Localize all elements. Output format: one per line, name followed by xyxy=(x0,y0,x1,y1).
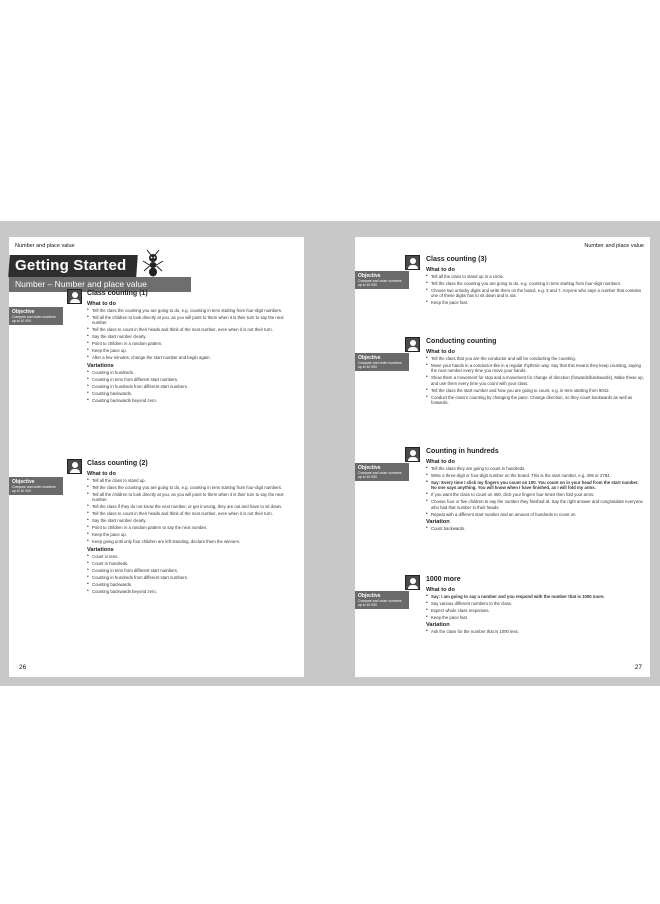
section-heading: What to do xyxy=(87,471,116,477)
list-item: • Tell all the children to look directly at you, as you will point to them when it is their turn to say the next number. xyxy=(87,492,299,503)
list-item: • Counting in hundreds from different start numbers. xyxy=(87,384,299,389)
section-heading: What to do xyxy=(426,349,455,355)
activity-counting-in-hundreds xyxy=(355,447,650,575)
list-item: • Repeat with a different start number and an amount of hundreds to count on. xyxy=(426,512,644,517)
objective-box: Objective Compare and order numbers up to 10 000 xyxy=(355,591,409,609)
list-item: • Count in tens. xyxy=(87,554,299,559)
section-heading: Variation xyxy=(426,519,450,526)
list-item: • Tell the class they are going to count in hundreds. xyxy=(426,466,644,471)
activity-title: Class counting (3) xyxy=(426,256,487,263)
variations-list xyxy=(426,526,644,531)
list-item: • Count in hundreds. xyxy=(87,561,299,566)
list-item: • Move your hands in a conductor-like in a regular rhythmic way. Say that this means they keep counting, saying the next number every time you move your hands. xyxy=(426,363,644,374)
list-item: • Tell all the class to stand up in a circle. xyxy=(426,274,644,279)
page-number: 27 xyxy=(634,664,642,671)
steps-list xyxy=(426,594,644,620)
list-item: • Tell the class the counting you are going to do, e.g. counting in tens starting from four-digit numbers. xyxy=(426,281,644,286)
list-item: • Ask the class for the number that is 1000 less. xyxy=(426,629,644,634)
list-item: • Show them a movement for stop and a movement for change of direction (forwards/backwards). Make these up, and use them every time you count with your class. xyxy=(426,375,644,386)
running-head: Number and place value xyxy=(584,243,644,249)
list-item: • Counting backwards. xyxy=(87,391,299,396)
section-heading: What to do xyxy=(426,267,455,273)
list-item: • Count backwards. xyxy=(426,526,644,531)
objective-box: Objective Compare and order numbers up to 10 000 xyxy=(355,353,409,371)
list-item: • Counting in tens from different start numbers. xyxy=(87,568,299,573)
list-item: • If you want the class to count on 400, click your fingers four times then fold your arms. xyxy=(426,492,644,497)
steps-list xyxy=(426,274,644,306)
activity-class-counting-2 xyxy=(9,459,304,664)
variations-list xyxy=(87,370,299,403)
left-page xyxy=(9,237,304,677)
activity-1000-more xyxy=(355,575,650,659)
objective-box: Objective Compare and order numbers up to 10 000 xyxy=(9,477,63,495)
page-title: Getting Started xyxy=(8,255,138,277)
list-item: • Tell the class the counting you are going to do, e.g. counting in tens starting from four-digit numbers. xyxy=(87,308,299,313)
running-head: Number and place value xyxy=(15,243,75,249)
list-item: • Counting backwards beyond zero. xyxy=(87,589,299,594)
objective-box: Objective Compare and order numbers up to 10 000 xyxy=(9,307,63,325)
page-number: 26 xyxy=(19,664,27,671)
section-heading: Variation xyxy=(426,622,450,629)
objective-box: Objective Compare and order numbers up to 10 000 xyxy=(355,271,409,289)
objective-box: Objective Compare and order numbers up to 10 000 xyxy=(355,463,409,481)
list-item: • Counting backwards. xyxy=(87,582,299,587)
activity-class-counting-3 xyxy=(355,255,650,337)
list-item: • Counting in hundreds from different start numbers. xyxy=(87,575,299,580)
activity-title: Conducting counting xyxy=(426,338,497,345)
activity-conducting-counting xyxy=(355,337,650,447)
list-item: • Counting in tens from different start numbers. xyxy=(87,377,299,382)
list-item: • Counting backwards beyond zero. xyxy=(87,398,299,403)
teacher-icon xyxy=(67,289,82,304)
activity-title: Counting in hundreds xyxy=(426,448,499,455)
list-item: • Tell the class to count in their heads and think of the next number, even when it is not their turn. xyxy=(87,511,299,516)
steps-list xyxy=(87,308,299,361)
list-item: • After a few minutes, change the start number and begin again. xyxy=(87,355,299,360)
ant-mascot-icon xyxy=(140,249,166,279)
list-item: • Write a three-digit or four-digit number on the board. This is the start number, e.g. 409 or 2784. xyxy=(426,473,644,478)
list-item: • Keep the pace up. xyxy=(87,532,299,537)
list-item: • Conduct the class’s counting by changing the pace. Change direction, so they count backwards as well as forwards. xyxy=(426,395,644,406)
list-item: • Keep the pace up. xyxy=(87,348,299,353)
list-item: • Keep going until only four children are left standing, declare them the winners. xyxy=(87,539,299,544)
list-item: • Say: I am going to say a number and you respond with the number that is 1000 more. xyxy=(426,594,644,599)
activity-title: Class counting (1) xyxy=(87,290,148,297)
teacher-icon xyxy=(67,459,82,474)
activity-title: 1000 more xyxy=(426,576,461,583)
activity-title: Class counting (2) xyxy=(87,460,148,467)
activity-class-counting-1 xyxy=(9,289,304,459)
list-item: • Say the start number clearly. xyxy=(87,334,299,339)
list-item: • Keep the pace fast. xyxy=(426,300,644,305)
list-item: • Say the start number clearly. xyxy=(87,518,299,523)
teacher-icon xyxy=(405,575,420,590)
steps-list xyxy=(87,478,299,545)
list-item: • Expect whole class responses. xyxy=(426,608,644,613)
list-item: • Tell all the children to look directly at you, as you will point to them when it is their turn to say the next number. xyxy=(87,315,299,326)
list-item: • Choose two unlucky digits and write them on the board, e.g. 3 and 7. Anyone who says a number that contains one of these digits has to sit down and is out. xyxy=(426,288,644,299)
list-item: • Point to children in a random pattern to say the next number. xyxy=(87,525,299,530)
teacher-icon xyxy=(405,447,420,462)
teacher-icon xyxy=(405,337,420,352)
list-item: • Tell all the class to stand up. xyxy=(87,478,299,483)
list-item: • Tell the class the start number and how you are going to count, e.g. in tens starting from 9042. xyxy=(426,388,644,393)
variations-list xyxy=(87,554,299,594)
list-item: • Say various different numbers to the class. xyxy=(426,601,644,606)
list-item: • Tell the class that you are the conductor and will be conducting the counting. xyxy=(426,356,644,361)
list-item: • Keep the pace fast. xyxy=(426,615,644,620)
list-item: • Counting in hundreds. xyxy=(87,370,299,375)
list-item: • Tell the class if they do not know the next number, or get it wrong, they are out and have to sit down. xyxy=(87,504,299,509)
variations-list xyxy=(426,629,644,634)
section-heading: What to do xyxy=(426,459,455,465)
list-item: • Say: Every time I click my fingers you count on 100. You count on in your head from the start number. No one says anything. You will know when I have finished, as I will fold my arms. xyxy=(426,480,644,491)
steps-list xyxy=(426,356,644,406)
right-page xyxy=(355,237,650,677)
book-spread xyxy=(0,221,660,686)
list-item: • Choose four or five children to say the number they finished at. Say the right answer and congratulate everyone who had that number in their heads. xyxy=(426,499,644,510)
section-heading: Variations xyxy=(87,546,114,553)
page-subtitle: Number – Number and place value xyxy=(9,277,191,292)
list-item: • Tell the class the counting you are going to do, e.g. counting in tens starting from four-digit numbers. xyxy=(87,485,299,490)
list-item: • Tell the class to count in their heads and think of the next number, even when it is not their turn. xyxy=(87,327,299,332)
section-heading: What to do xyxy=(87,301,116,307)
teacher-icon xyxy=(405,255,420,270)
section-heading: What to do xyxy=(426,587,455,593)
list-item: • Point to children in a random pattern. xyxy=(87,341,299,346)
steps-list xyxy=(426,466,644,517)
section-heading: Variations xyxy=(87,362,114,369)
